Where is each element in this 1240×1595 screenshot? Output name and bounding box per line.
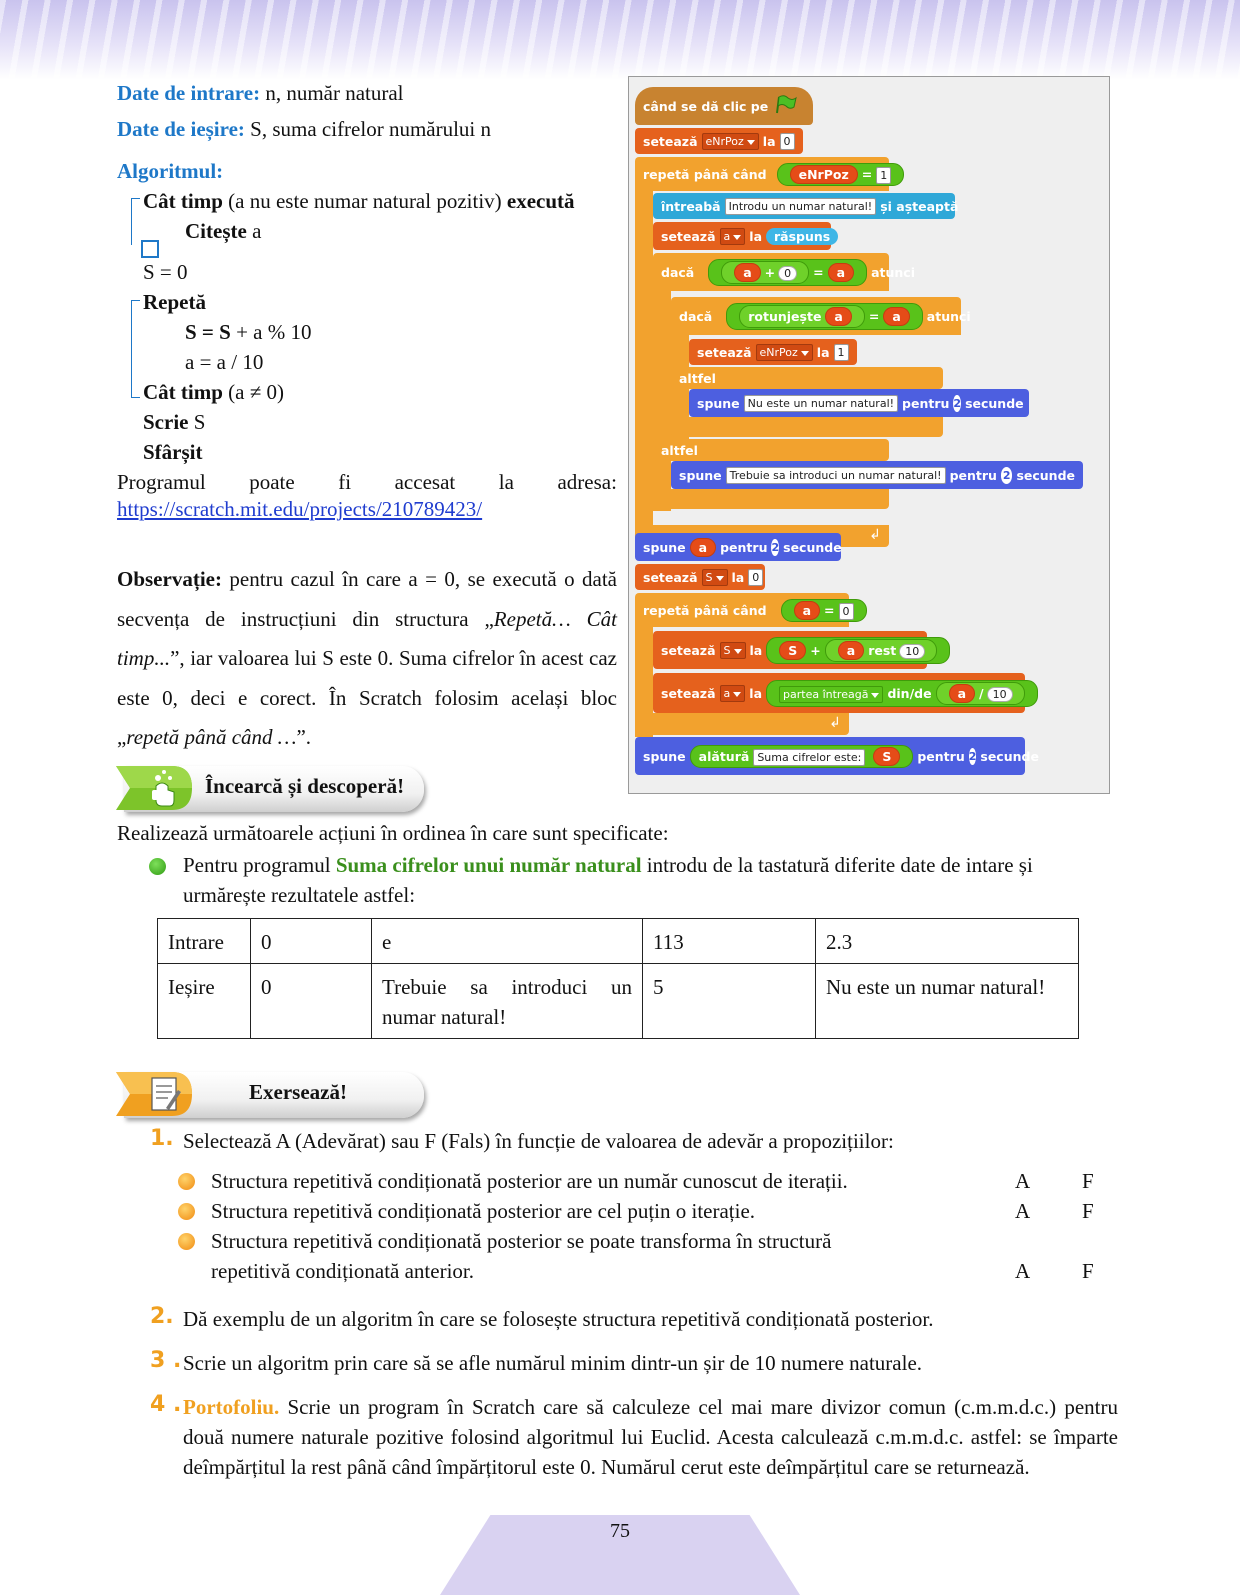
value-slot: Introdu un numar natural!	[725, 198, 877, 215]
bullet1-highlight: Suma cifrelor unui număr natural	[335, 853, 642, 877]
alg-line-7	[143, 377, 284, 407]
table-row	[158, 919, 1079, 964]
dropdown-icon	[734, 649, 742, 654]
orange-bullet-icon	[178, 1203, 195, 1220]
loop-square-icon	[141, 240, 159, 258]
alg-line-4	[143, 287, 206, 317]
var-dropdown	[756, 344, 813, 361]
observation-label: Observație:	[117, 567, 222, 591]
bullet1-post: introdu de la tastatură diferite date de intare și urmărește rezultatele astfel:	[183, 853, 1033, 907]
kw: rotunjește	[748, 308, 822, 324]
var-dropdown	[702, 133, 759, 150]
observation-text: ”.	[296, 725, 312, 749]
algorithm-title: Algoritmul:	[117, 159, 224, 183]
var-reporter: eNrPoz	[790, 165, 858, 184]
bullet1-pre: Pentru programul	[183, 853, 336, 877]
green-flag-icon	[774, 95, 798, 118]
access-word: adresa:	[557, 470, 617, 494]
equals-op	[781, 599, 867, 622]
set-s-block	[653, 631, 927, 669]
var-reporter: a	[838, 641, 864, 660]
var-reporter: a	[734, 263, 760, 282]
table-cell: 113	[643, 919, 816, 964]
dropdown-icon	[871, 693, 879, 698]
value-slot: 0	[839, 603, 854, 620]
var-name: S	[705, 570, 713, 584]
table-cell: e	[372, 919, 643, 964]
table-cell: Trebuie sa introduci un numar natural!	[372, 964, 643, 1039]
kw: setează	[661, 685, 716, 701]
loop-arrow-icon: ↲	[869, 527, 881, 543]
option-f[interactable]: F	[1082, 1259, 1094, 1283]
var-name: a	[723, 686, 731, 700]
plus-op	[766, 637, 950, 664]
if-bottom	[653, 489, 889, 509]
mod-op	[825, 639, 938, 662]
var-name: a	[723, 229, 731, 243]
output-line	[117, 114, 491, 144]
say-not-natural-block	[689, 389, 1029, 417]
kw: întreabă	[661, 198, 721, 214]
instructions-text: Realizează următoarele acțiuni în ordinea în care sunt specificate:	[117, 821, 669, 845]
var-reporter: a	[825, 307, 851, 326]
set-enrpoz-0-block	[635, 128, 803, 154]
dropdown-icon	[801, 351, 809, 356]
table-cell: 0	[251, 964, 372, 1039]
input-text: n, număr natural	[265, 81, 404, 105]
repeat-bracket	[131, 300, 140, 398]
var-reporter: a	[949, 684, 975, 703]
kw: pentru	[720, 539, 768, 555]
alg-text: S	[193, 410, 206, 434]
alg-kw: execută	[506, 189, 575, 213]
var-reporter: a	[883, 307, 909, 326]
op: +	[810, 642, 821, 658]
op: =	[861, 166, 873, 182]
value-slot: Nu este un numar natural!	[744, 395, 898, 412]
access-word: poate	[249, 470, 295, 494]
kw: la	[762, 133, 776, 149]
ex1-item: Structura repetitivă condiționată posterior are un număr cunoscut de iterații.	[211, 1169, 848, 1193]
table-cell: 2.3	[816, 919, 1079, 964]
access-word: fi	[338, 470, 352, 494]
kw: la	[816, 344, 830, 360]
output-text: S, suma cifrelor numărului n	[250, 117, 492, 141]
if-header	[653, 253, 953, 291]
option-f[interactable]: F	[1082, 1169, 1094, 1193]
kw: secunde	[980, 748, 1039, 764]
var-reporter: S	[873, 747, 900, 766]
var-name: eNrPoz	[759, 345, 798, 359]
kw: setează	[661, 642, 716, 658]
var-dropdown	[720, 685, 746, 702]
kw: pentru	[949, 467, 997, 483]
div-op	[936, 682, 1025, 705]
kw: atunci	[926, 308, 971, 324]
alg-kw: Repetă	[143, 290, 206, 314]
alg-line-6: a = a / 10	[185, 350, 264, 374]
value-slot: 0	[778, 266, 797, 281]
dropdown-icon	[716, 576, 724, 581]
scratch-program	[628, 76, 1110, 794]
alg-line-8	[143, 407, 205, 437]
var-reporter: S	[779, 641, 806, 660]
ex3-number: 3 .	[150, 1348, 182, 1373]
green-bullet-icon	[149, 858, 166, 875]
ex4-text	[183, 1392, 1118, 1482]
alg-kw: Scrie	[143, 410, 189, 434]
output-label: Date de ieșire:	[117, 117, 245, 141]
alg-line-2	[185, 216, 261, 246]
access-word: Programul	[117, 470, 206, 494]
kw: repetă până când	[643, 602, 767, 618]
notepad-icon	[116, 1066, 190, 1118]
ex3-text: Scrie un algoritm prin care să se afle numărul minim dintr-un șir de 10 numere naturale.	[183, 1351, 923, 1375]
alg-line-1	[143, 186, 575, 216]
alg-kw: Citește	[185, 219, 247, 243]
kw: setează	[643, 569, 698, 585]
kw: spune	[679, 467, 722, 483]
value-slot: 2	[1002, 468, 1011, 482]
value-slot: 10	[899, 644, 925, 659]
access-line	[117, 467, 617, 497]
orange-bullet-icon	[178, 1233, 195, 1250]
alg-kw: Cât timp	[143, 380, 223, 404]
op: =	[824, 602, 835, 618]
op: =	[813, 264, 824, 280]
observation-text: ”, iar valoarea lui S este 0. Suma cifrelor în acest caz este 0, deci e corect. În Scratch folosim același bloc „	[117, 646, 617, 749]
kw: spune	[697, 395, 740, 411]
kw: spune	[643, 539, 686, 555]
ex1-item-cont: repetitivă condiționată anterior.	[211, 1259, 474, 1283]
var-name: S	[723, 643, 731, 657]
alg-kw: Sfârșit	[143, 440, 203, 464]
inner-if-bottom	[671, 417, 943, 437]
floor-op	[766, 680, 1038, 707]
input-line	[117, 78, 404, 108]
bullet1-text	[183, 850, 1118, 910]
value-slot: 1	[834, 344, 849, 361]
header-decoration	[0, 0, 1240, 80]
option-a[interactable]: A	[1015, 1169, 1031, 1193]
value-slot: 1	[876, 167, 891, 184]
op: /	[979, 685, 984, 701]
value-slot: 2	[771, 540, 780, 554]
var-reporter: a	[828, 263, 854, 282]
kw: alătură	[698, 748, 750, 764]
var-dropdown	[720, 228, 746, 245]
ex2-number: 2.	[150, 1304, 174, 1329]
join-op	[690, 745, 914, 768]
value-slot: Trebuie sa introduci un numar natural!	[726, 467, 946, 484]
dropdown-icon	[747, 140, 755, 145]
var-reporter: a	[690, 538, 716, 557]
value-slot: 0	[780, 133, 795, 150]
results-table	[157, 918, 1079, 1039]
ex4-body: Scrie un program în Scratch care să calculeze cel mai mare divizor comun (c.m.m.d.c.) pentru două numere naturale pozitive folosind algoritmul lui Euclid. Acesta calculează c.m.m.d.c. astfel: se împarte deîmpărțitul la rest până când împărțitorul este 0. Numărul cerut este deîmpărțitul care se returnează.	[183, 1395, 1118, 1479]
while-bracket	[131, 198, 140, 245]
hat-block	[635, 87, 813, 125]
table-cell: 0	[251, 919, 372, 964]
repeat-until-arm	[635, 189, 653, 529]
alg-line-9	[143, 437, 203, 467]
kw: repetă până când	[643, 166, 767, 182]
kw: setează	[697, 344, 752, 360]
say-sum-block	[635, 737, 1039, 775]
option-f[interactable]: F	[1082, 1199, 1094, 1223]
say-must-enter-block	[671, 461, 1083, 489]
hat-text: când se dă clic pe	[643, 98, 769, 114]
dropdown-icon	[733, 235, 741, 240]
else-label-inner	[671, 367, 943, 389]
var-reporter: a	[794, 601, 820, 620]
kw: atunci	[871, 264, 915, 280]
ex4-label: Portofoliu.	[183, 1395, 280, 1419]
kw: setează	[643, 133, 698, 149]
set-a-answer-block	[653, 222, 831, 250]
access-word: la	[498, 470, 514, 494]
set-a-block	[653, 673, 1025, 713]
if-arm	[653, 289, 671, 511]
kw: dacă	[679, 308, 713, 324]
dropdown-icon	[733, 692, 741, 697]
observation-italic: Repetă… Cât timp...	[117, 606, 617, 670]
inner-if-header	[671, 297, 971, 335]
kw: secunde	[783, 539, 842, 555]
kw: secunde	[965, 395, 1024, 411]
var-dropdown	[720, 642, 746, 659]
alg-text: a	[252, 219, 262, 243]
ex1-number: 1.	[150, 1126, 174, 1151]
ex1-item: Structura repetitivă condiționată posterior se poate transforma în structură	[211, 1229, 832, 1253]
equals-op	[726, 303, 923, 330]
observation-text: pentru cazul în care a = 0, se execută o dată secvența de instrucțiuni din structura „	[117, 567, 617, 631]
kw: la	[749, 228, 763, 244]
ex1-item: Structura repetitivă condiționată posterior are cel puțin o iterație.	[211, 1199, 756, 1223]
kw: rest	[868, 642, 897, 658]
kw: și așteaptă	[880, 198, 959, 214]
kw: pentru	[902, 395, 950, 411]
op: =	[868, 308, 880, 324]
project-link[interactable]: https://scratch.mit.edu/projects/210789423/	[117, 497, 483, 521]
kw: la	[749, 685, 763, 701]
say-a-block	[635, 533, 841, 561]
kw: altfel	[661, 442, 698, 458]
value-slot: 2	[953, 396, 962, 410]
repeat-until-2-header	[635, 593, 865, 627]
equals-op	[708, 259, 867, 286]
alg-kw: Cât timp	[143, 189, 223, 213]
input-label: Date de intrare:	[117, 81, 261, 105]
alg-text: (a ≠ 0)	[228, 380, 285, 404]
ex1-text: Selectează A (Adevărat) sau F (Fals) în funcție de valoarea de adevăr a propozițiilor:	[183, 1129, 894, 1153]
repeat-until-header	[635, 157, 889, 191]
ex2-text: Dă exemplu de un algoritm în care se folosește structura repetitivă condiționată posterior.	[183, 1307, 934, 1331]
value-slot: Suma cifrelor este:	[753, 749, 865, 766]
option-a[interactable]: A	[1015, 1199, 1031, 1223]
var-dropdown	[702, 569, 728, 586]
kw: secunde	[1016, 467, 1075, 483]
equals-op	[777, 163, 905, 186]
table-cell: 5	[643, 964, 816, 1039]
kw: din/de	[887, 685, 932, 701]
kw: dacă	[661, 264, 695, 280]
set-enrpoz-1-block	[689, 339, 857, 365]
value-slot: 0	[748, 569, 763, 586]
try-banner-title: Încearcă și descoperă!	[205, 774, 405, 798]
round-op	[739, 305, 865, 328]
kw: la	[731, 569, 745, 585]
observation-italic: repetă până când …	[126, 725, 297, 749]
table-cell: Nu este un numar natural!	[816, 964, 1079, 1039]
set-s-0-block	[635, 564, 765, 590]
touch-hand-icon	[116, 760, 190, 812]
var-name: eNrPoz	[705, 134, 744, 148]
orange-bullet-icon	[178, 1173, 195, 1190]
ex4-number: 4 .	[150, 1392, 182, 1417]
ask-block	[653, 193, 959, 219]
floor-name: partea întreagă	[783, 687, 869, 701]
loop-arrow-icon: ↲	[829, 715, 841, 731]
alg-text: (a nu este numar natural pozitiv)	[228, 189, 502, 213]
table-cell: Intrare	[158, 919, 251, 964]
plus-op	[721, 261, 809, 284]
repeat-until-2-bottom	[635, 713, 849, 735]
answer-reporter: răspuns	[766, 228, 838, 245]
kw: altfel	[679, 370, 716, 386]
alg-kw: S = S	[185, 320, 231, 344]
table-row	[158, 964, 1079, 1039]
kw: la	[749, 642, 763, 658]
access-word: accesat	[394, 470, 456, 494]
op: +	[764, 264, 776, 280]
observation-paragraph	[117, 560, 617, 758]
value-slot: 2	[968, 749, 977, 763]
floor-dropdown	[779, 686, 883, 703]
alg-line-3: S = 0	[143, 260, 188, 284]
page-number: 75	[610, 1520, 630, 1542]
kw: spune	[643, 748, 686, 764]
alg-text: + a % 10	[236, 320, 312, 344]
value-slot: 10	[987, 687, 1013, 702]
kw: pentru	[917, 748, 965, 764]
alg-line-5	[185, 317, 312, 347]
table-cell: Ieșire	[158, 964, 251, 1039]
exercise-banner-title: Exersează!	[249, 1080, 347, 1104]
option-a[interactable]: A	[1015, 1259, 1031, 1283]
else-label-outer	[653, 439, 889, 461]
kw: setează	[661, 228, 716, 244]
